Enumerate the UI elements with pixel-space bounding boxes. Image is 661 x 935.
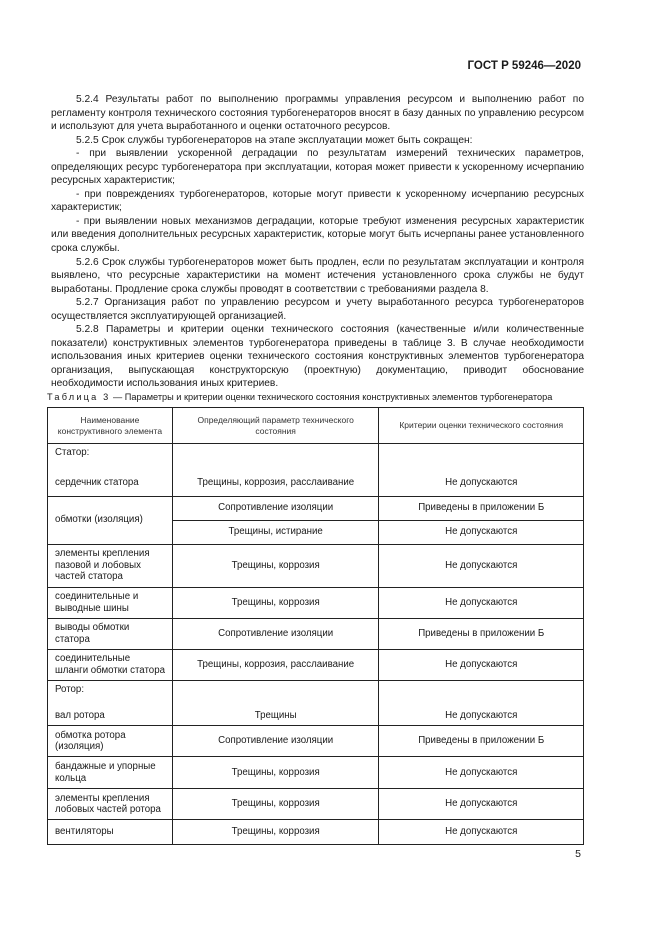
document-header: ГОСТ Р 59246—2020 [467,60,581,72]
criteria-cell: Приведены в приложении Б [379,726,584,757]
table-row [48,649,584,680]
parameter-cell: Трещины, коррозия [172,789,379,820]
element-name: бандажные и упорные кольца [48,757,173,789]
criteria-cell: Не допускаются [379,757,584,789]
parameter-cell: Трещины, коррозия [172,544,379,587]
element-name: выводы обмотки статора [48,618,173,649]
criteria-cell: Не допускаются [379,789,584,820]
paragraph-5-2-6: 5.2.6 Срок службы турбогенераторов может быть продлен, если по результатам эксплуатации и контроля выявлено, что ресурсные характеристики на момент истечения установленного срока службы не будут выработаны. Продление срока службы проводят в соответствии с требованиями раздела 8. [51,256,584,295]
element-name: обмотки (изоляция) [48,496,173,544]
element-name: вентиляторы [48,820,173,845]
header-parameter: Определяющий параметр технического состояния [172,408,379,444]
element-name: обмотка ротора (изоляция) [48,726,173,757]
parameter-cell: Трещины, коррозия [172,820,379,845]
parameter-cell: Трещины [172,706,379,726]
parameter-cell: Трещины, коррозия, расслаивание [172,649,379,680]
parameter-cell: Сопротивление изоляции [172,726,379,757]
table-row [48,680,584,706]
table-row [48,757,584,789]
criteria-cell: Не допускаются [379,520,584,544]
table-row [48,469,584,496]
table-row [48,544,584,587]
header-criteria: Критерии оценки технического состояния [379,408,584,444]
table-row [48,789,584,820]
table-row [48,706,584,726]
group-label-stator: Статор: [48,444,173,470]
criteria-cell: Не допускаются [379,820,584,845]
table-caption-text: — Параметры и критерии оценки технического состояния конструктивных элементов турбогенератора [110,392,553,402]
list-item-degradation: - при выявлении ускоренной деградации по результатам измерений технических параметров, определяющих ресурс турбогенератора при эксплуатации, которая может привести к ускоренному исчерпанию ресурсных характеристик; [51,148,584,187]
element-name: сердечник статора [48,469,173,496]
element-name: вал ротора [48,706,173,726]
table-caption-prefix: Таблица 3 [47,392,111,402]
parameter-cell: Сопротивление изоляции [172,618,379,649]
element-name: элементы крепления пазовой и лобовых частей статора [48,544,173,587]
paragraph-5-2-4: 5.2.4 Результаты работ по выполнению программы управления ресурсом и выполнению работ по регламенту контроля технического состояния турбогенераторов вносят в базу данных по управлению ресурсом и используют для учета выработанного и оценки остаточного ресурсов. [51,94,584,133]
table-row [48,587,584,618]
table-row [48,618,584,649]
parameter-cell: Трещины, коррозия [172,587,379,618]
table-row [48,726,584,757]
table-row [48,820,584,845]
parameter-cell: Сопротивление изоляции [172,496,379,520]
element-name: элементы крепления лобовых частей ротора [48,789,173,820]
criteria-cell: Не допускаются [379,544,584,587]
paragraph-5-2-7: 5.2.7 Организация работ по управлению ресурсом и учету выработанного ресурса турбогенераторов осуществляется эксплуатирующей организацией. [51,297,584,322]
criteria-cell: Не допускаются [379,649,584,680]
list-item-damage: - при повреждениях турбогенераторов, которые могут привести к ускоренному исчерпанию ресурсных характеристик; [51,188,584,214]
paragraph-5-2-8: 5.2.8 Параметры и критерии оценки технического состояния (качественные и/или количественные показатели) конструктивных элементов турбогенератора приведены в таблице 3. В случае необходимости использования иных критериев оценки технического состояния конструктивных элементов турбогенератора организация, выпускающая конструкторскую (проектную) документацию, приводит обоснование необходимости использования иных критериев. [51,324,584,390]
table-row [48,444,584,470]
page-number: 5 [575,848,581,860]
criteria-cell: Не допускаются [379,706,584,726]
parameter-cell: Трещины, коррозия [172,757,379,789]
parameter-cell: Трещины, коррозия, расслаивание [172,469,379,496]
table-row [48,496,584,520]
header-element-name: Наименование конструктивного элемента [48,408,173,444]
table-header-row [48,408,584,444]
body-text [51,93,584,391]
element-name: соединительные шланги обмотки статора [48,649,173,680]
criteria-cell: Приведены в приложении Б [379,618,584,649]
group-label-rotor: Ротор: [48,680,173,706]
paragraph-5-2-5: 5.2.5 Срок службы турбогенераторов на этапе эксплуатации может быть сокращен: [76,134,473,146]
criteria-cell: Не допускаются [379,587,584,618]
parameter-cell: Трещины, истирание [172,520,379,544]
criteria-cell: Приведены в приложении Б [379,496,584,520]
criteria-cell: Не допускаются [379,469,584,496]
table-caption [47,392,552,402]
criteria-table [47,407,584,845]
element-name: соединительные и выводные шины [48,587,173,618]
list-item-new-mechanisms: - при выявлении новых механизмов деградации, которые требуют изменения ресурсных характеристик или введения дополнительных ресурсных характеристик, которые могут быть исчерпаны ранее установленного срока службы. [51,215,584,255]
